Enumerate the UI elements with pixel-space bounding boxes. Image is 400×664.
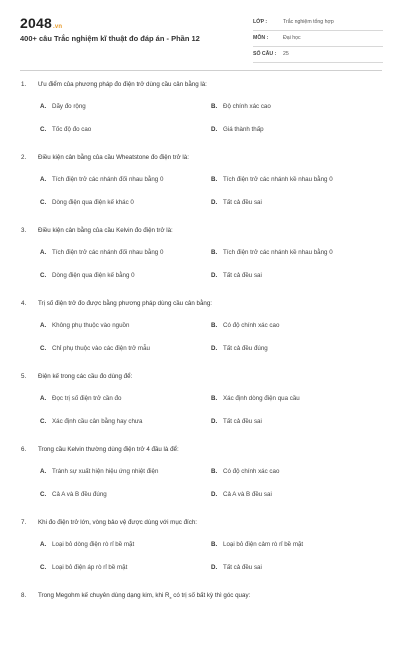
meta-box <box>253 16 383 64</box>
option-c[interactable]: C. Xác định cầu cân bằng hay chưa <box>40 418 143 425</box>
question-number: 8. <box>21 592 27 599</box>
meta-value: Đại học <box>283 35 301 41</box>
option-b[interactable]: B. Tích điện trở các nhánh kề nhau bằng 0 <box>211 176 333 183</box>
question-item <box>0 226 400 299</box>
option-c[interactable]: C. Chỉ phụ thuộc vào các điện trở mẫu <box>40 345 150 352</box>
question-number: 7. <box>21 519 27 526</box>
question-item <box>0 372 400 445</box>
question-item <box>0 299 400 372</box>
option-c[interactable]: C. Cả A và B đều đúng <box>40 491 107 498</box>
option-a[interactable]: A. Không phụ thuộc vào nguồn <box>40 322 130 329</box>
question-text: Ưu điểm của phương pháp đo điện trở dùng cầu cân bằng là: <box>38 81 207 88</box>
question-text: Điều kiện cân bằng của cầu Kelvin đo điện trở là: <box>38 227 173 234</box>
meta-row-count <box>253 48 383 63</box>
question-number: 5. <box>21 373 27 380</box>
header-divider <box>20 70 382 71</box>
question-text: Trong cầu Kelvin thường dùng điện trở 4 đầu là để: <box>38 446 179 453</box>
site-logo[interactable] <box>20 15 62 31</box>
question-number: 4. <box>21 300 27 307</box>
header <box>0 0 400 62</box>
meta-value: 25 <box>283 51 289 57</box>
meta-label: MÔN : <box>253 35 269 41</box>
option-b[interactable]: B. Loại bỏ điện cảm rò rỉ bề mặt <box>211 541 304 548</box>
option-a[interactable]: A. Tích điện trở các nhánh đối nhau bằng 0 <box>40 249 164 256</box>
meta-value: Trắc nghiệm tổng hợp <box>283 19 334 25</box>
question-item <box>0 445 400 518</box>
question-list <box>0 80 400 664</box>
option-a[interactable]: A. Tránh sự xuất hiện hiệu ứng nhiệt điện <box>40 468 159 475</box>
question-number: 1. <box>21 81 27 88</box>
option-b[interactable]: B. Độ chính xác cao <box>211 103 271 110</box>
option-a[interactable]: A. Tích điện trở các nhánh đối nhau bằng 0 <box>40 176 164 183</box>
option-b[interactable]: B. Có độ chính xác cao <box>211 468 280 475</box>
meta-label: SỐ CÂU : <box>253 51 277 57</box>
question-item <box>0 518 400 591</box>
meta-row-subject <box>253 32 383 47</box>
question-item <box>0 591 400 664</box>
meta-label: LỚP : <box>253 19 268 25</box>
question-number: 6. <box>21 446 27 453</box>
option-b[interactable]: B. Xác định dòng điện qua cầu <box>211 395 300 402</box>
option-d[interactable]: D. Tất cả đều sai <box>211 564 262 571</box>
meta-row-class <box>253 16 383 31</box>
question-text: Điều kiện cân bằng của cầu Wheatstone đo điện trở là: <box>38 154 189 161</box>
option-c[interactable]: C. Loại bỏ điện áp rò rỉ bề mặt <box>40 564 128 571</box>
option-d[interactable]: D. Tất cả đều đúng <box>211 345 268 352</box>
option-c[interactable]: C. Tốc độ đo cao <box>40 126 92 133</box>
logo-main: 2048 <box>20 15 52 31</box>
option-a[interactable]: A. Loại bỏ dòng điện rò rỉ bề mặt <box>40 541 135 548</box>
document-title: 400+ câu Trắc nghiệm kĩ thuật đo đáp án - Phần 12 <box>20 34 200 43</box>
option-d[interactable]: D. Tất cả đều sai <box>211 272 262 279</box>
option-d[interactable]: D. Giá thành thấp <box>211 126 264 133</box>
logo-tld: .vn <box>52 24 63 30</box>
option-d[interactable]: D. Tất cả đều sai <box>211 418 262 425</box>
option-c[interactable]: C. Dòng điện qua điện kế khác 0 <box>40 199 134 206</box>
option-a[interactable]: A. Dãy đo rộng <box>40 103 86 110</box>
question-number: 3. <box>21 227 27 234</box>
option-c[interactable]: C. Dòng điện qua điện kế bằng 0 <box>40 272 135 279</box>
question-item <box>0 153 400 226</box>
option-a[interactable]: A. Đọc trị số điện trở cần đo <box>40 395 122 402</box>
question-text: Điện kế trong các cầu đo dùng để: <box>38 373 133 380</box>
question-text: Khi đo điện trở lớn, vòng bảo vệ được dùng với mục đích: <box>38 519 197 526</box>
option-b[interactable]: B. Tích điện trở các nhánh kề nhau bằng 0 <box>211 249 333 256</box>
question-number: 2. <box>21 154 27 161</box>
question-text: Trị số điện trở đo được bằng phương pháp dùng cầu cân bằng: <box>38 300 212 307</box>
question-text: Trong Megohm kế chuyên dùng dạng kim, khi $R_x$ có trị số bất kỳ thì góc quay: <box>38 592 251 601</box>
option-d[interactable]: D. Cả A và B đều sai <box>211 491 272 498</box>
question-item <box>0 80 400 153</box>
option-d[interactable]: D. Tất cả đều sai <box>211 199 262 206</box>
option-b[interactable]: B. Có độ chính xác cao <box>211 322 280 329</box>
